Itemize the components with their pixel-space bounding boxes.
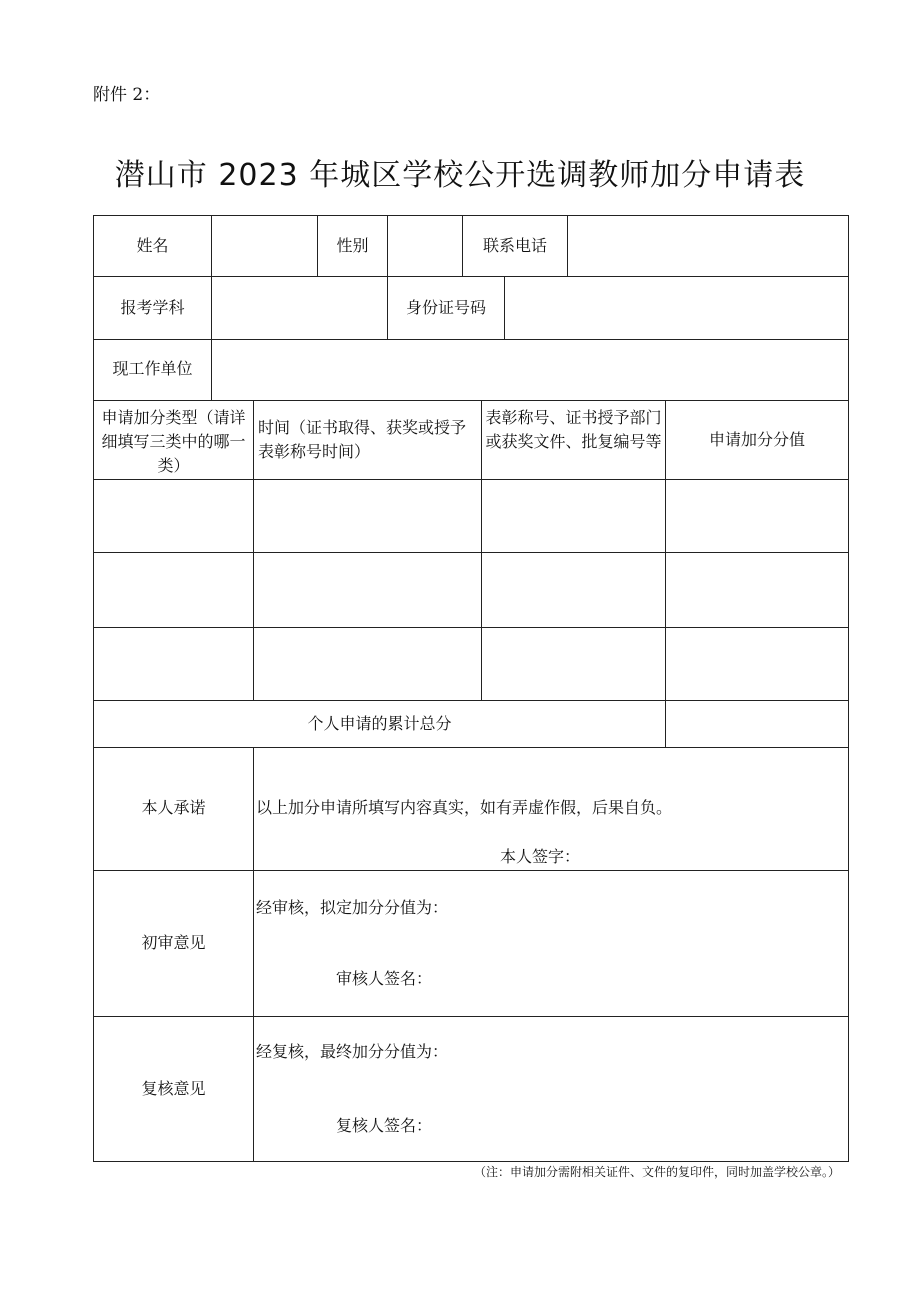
first-review-signature-label: 审核人签名： xyxy=(336,969,433,988)
label-subject: 报考学科 xyxy=(120,298,185,317)
header-department: 表彰称号、证书授予部门或获奖文件、批复编号等 xyxy=(485,408,662,451)
row3-type-field[interactable] xyxy=(94,628,253,700)
second-review-text: 经复核，最终加分分值为： xyxy=(256,1042,449,1061)
total-score-field[interactable] xyxy=(666,701,848,747)
row1-time-field[interactable] xyxy=(254,480,481,552)
second-review-signature-label: 复核人签名： xyxy=(336,1116,433,1135)
header-bonus-type: 申请加分类型（请详细填写三类中的哪一类） xyxy=(101,408,246,475)
page-title: 潜山市 2023 年城区学校公开选调教师加分申请表 xyxy=(114,158,806,193)
first-review-label: 初审意见 xyxy=(141,933,206,952)
label-gender: 性别 xyxy=(336,236,369,255)
row3-dept-field[interactable] xyxy=(482,628,665,700)
second-review-label: 复核意见 xyxy=(141,1079,206,1098)
gender-field[interactable] xyxy=(388,216,462,276)
row2-score-field[interactable] xyxy=(666,553,848,627)
label-name: 姓名 xyxy=(136,236,169,255)
footnote: （注：申请加分需附相关证件、文件的复印件，同时加盖学校公章。） xyxy=(473,1165,840,1179)
work-unit-field[interactable] xyxy=(212,340,848,400)
row3-score-field[interactable] xyxy=(666,628,848,700)
row1-dept-field[interactable] xyxy=(482,480,665,552)
row1-type-field[interactable] xyxy=(94,480,253,552)
header-score: 申请加分分值 xyxy=(708,430,805,449)
phone-field[interactable] xyxy=(568,216,848,276)
promise-text: 以上加分申请所填写内容真实，如有弄虚作假，后果自负。 xyxy=(256,798,673,817)
id-number-field[interactable] xyxy=(505,277,848,339)
promise-signature-label: 本人签字： xyxy=(500,847,581,866)
row2-dept-field[interactable] xyxy=(482,553,665,627)
first-review-text: 经审核，拟定加分分值为： xyxy=(256,898,449,917)
row2-type-field[interactable] xyxy=(94,553,253,627)
total-score-label: 个人申请的累计总分 xyxy=(307,714,452,733)
attachment-label: 附件 2： xyxy=(93,85,161,105)
label-id-number: 身份证号码 xyxy=(405,298,486,317)
promise-label: 本人承诺 xyxy=(141,798,206,817)
row2-time-field[interactable] xyxy=(254,553,481,627)
row3-time-field[interactable] xyxy=(254,628,481,700)
row1-score-field[interactable] xyxy=(666,480,848,552)
header-time: 时间（证书取得、获奖或授予表彰称号时间） xyxy=(258,418,467,461)
name-field[interactable] xyxy=(212,216,317,276)
label-phone: 联系电话 xyxy=(482,236,547,255)
subject-field[interactable] xyxy=(212,277,387,339)
label-work-unit: 现工作单位 xyxy=(112,359,193,378)
